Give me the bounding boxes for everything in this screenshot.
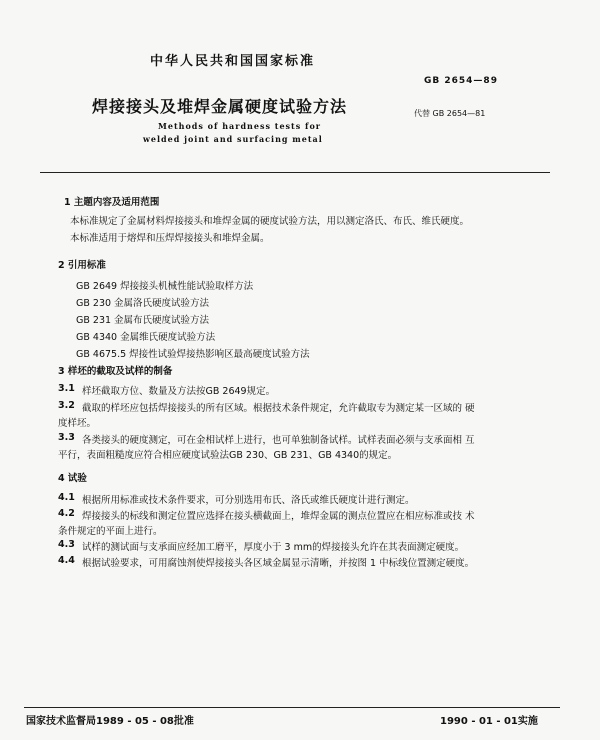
clause-3-2-text-line1: 截取的样坯应包括焊接接头的所有区域。根据技术条件规定，允许截取专为测定某一区域的 硬: [82, 403, 475, 414]
reference-item: GB 4340 金属维氏硬度试验方法: [76, 332, 216, 343]
clause-4-4-text: 根据试验要求，可用腐蚀剂使焊接接头各区域金属显示清晰，并按图 1 中标线位置测定硬度。: [82, 558, 475, 569]
document-title-chinese: 焊接接头及堆焊金属硬度试验方法: [92, 97, 348, 116]
clause-number: 4.1: [58, 492, 75, 503]
clause-number: 4.4: [58, 555, 75, 566]
clause-number: 4.2: [58, 508, 75, 519]
section-3-heading: 3 样坯的截取及试样的制备: [58, 366, 173, 377]
clause-3-3-text-line1: 各类接头的硬度测定，可在金相试样上进行，也可单独制备试样。试样表面必须与支承面相 互: [82, 435, 475, 446]
document-title-english-line1: Methods of hardness tests for: [158, 121, 322, 131]
header-divider: [40, 172, 550, 173]
clause-number: 3.2: [58, 400, 75, 411]
clause-3-1-text: 样坯截取方位、数量及方法按GB 2649规定。: [82, 386, 276, 397]
clause-number: 4.3: [58, 539, 75, 550]
document-title-english-line2: welded joint and surfacing metal: [143, 134, 323, 144]
clause-4-1-text: 根据所用标准或技术条件要求，可分别选用布氏、洛氏或维氏硬度计进行测定。: [82, 495, 415, 506]
reference-item: GB 2649 焊接接头机械性能试验取样方法: [76, 281, 254, 292]
issuing-organization: 中华人民共和国国家标准: [150, 54, 316, 69]
reference-item: GB 231 金属布氏硬度试验方法: [76, 315, 210, 326]
clause-3-3-text-line2: 平行，表面粗糙度应符合相应硬度试验法GB 230、GB 231、GB 4340的规定。: [58, 450, 398, 461]
section-1-paragraph-2: 本标准适用于熔焊和压焊焊接接头和堆焊金属。: [70, 233, 270, 244]
footer-divider: [24, 707, 560, 708]
clause-4-2-text-line1: 焊接接头的标线和测定位置应选择在接头横截面上，堆焊金属的测点位置应在相应标准或技 术: [82, 511, 475, 522]
standard-number: GB 2654—89: [424, 76, 498, 86]
section-2-heading: 2 引用标准: [58, 260, 106, 271]
clause-4-3-text: 试样的测试面与支承面应经加工磨平，厚度小于 3 mm的焊接接头允许在其表面测定硬度。: [82, 542, 465, 553]
reference-item: GB 4675.5 焊接性试验焊接热影响区最高硬度试验方法: [76, 349, 310, 360]
clause-number: 3.1: [58, 383, 75, 394]
approval-line: 国家技术监督局1989 - 05 - 08批准: [26, 716, 194, 727]
section-1-heading: 1 主题内容及适用范围: [64, 197, 160, 208]
clause-number: 3.3: [58, 432, 75, 443]
replaces-standard: 代替 GB 2654—81: [414, 109, 486, 118]
section-1-paragraph-1: 本标准规定了金属材料焊接接头和堆焊金属的硬度试验方法，用以测定洛氏、布氏、维氏硬度。: [70, 216, 470, 227]
reference-item: GB 230 金属洛氏硬度试验方法: [76, 298, 210, 309]
clause-4-2-text-line2: 条件规定的平面上进行。: [58, 526, 163, 537]
clause-3-2-text-line2: 度样坯。: [58, 418, 97, 429]
section-4-heading: 4 试验: [58, 473, 87, 484]
effective-date: 1990 - 01 - 01实施: [440, 716, 538, 727]
